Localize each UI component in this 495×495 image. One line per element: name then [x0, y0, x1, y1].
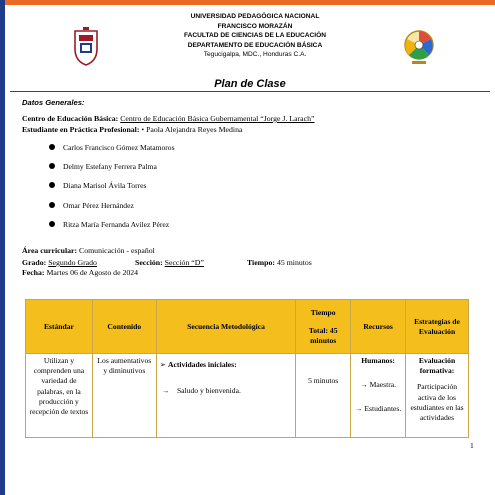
date-value: Martes 06 de Agosto de 2024 [46, 268, 139, 277]
header-recursos: Recursos [351, 300, 406, 354]
arrow-right-icon: → [360, 380, 368, 390]
student-value: • Paola Alejandra Reyes Medina [141, 125, 243, 134]
table-header-row [26, 300, 469, 354]
team-member: Ritza María Fernanda Avilez Pérez [49, 220, 169, 229]
date-line [22, 268, 138, 277]
header-contenido: Contenido [92, 300, 156, 354]
city-line: Tegucigalpa, MDC., Honduras C.A. [203, 51, 307, 59]
section-value: Sección “D” [164, 258, 204, 267]
faculty-name: FACULTAD DE CIENCIAS DE LA EDUCACIÓN [183, 32, 326, 40]
document-page [5, 5, 495, 495]
bullet-icon [49, 144, 55, 150]
school-value: Centro de Educación Básica Gubernamental “Jorge J. Larach” [120, 114, 315, 123]
resource-item: → Estudiantes. [354, 404, 402, 414]
time-field: Tiempo: 45 minutos [247, 258, 312, 267]
evaluacion-text: Participación activa de los estudiantes en las actividades [410, 382, 464, 423]
department-name: DEPARTAMENTO DE EDUCACIÓN BÁSICA [187, 41, 323, 49]
bullet-icon [49, 202, 55, 208]
date-label: Fecha: [22, 268, 45, 277]
resource-item: → Maestra. [360, 380, 397, 390]
student-label: Estudiante en Práctica Profesional: [22, 125, 140, 134]
page-number: 1 [470, 441, 474, 450]
university-logo [72, 25, 100, 69]
team-member: Delmy Estefany Ferrera Palma [49, 162, 157, 171]
sequence-heading: ➢ Actividades iniciales: [159, 360, 237, 369]
arrow-right-icon: → [354, 404, 363, 414]
arrow-bullet-icon: ➢ [159, 360, 167, 369]
header-secuencia: Secuencia Metodológica [156, 300, 295, 354]
area-label: Área curricular: [22, 246, 78, 255]
department-logo [403, 27, 435, 67]
cell-estandar: Utilizan y comprenden una variedad de palabras, en la producción y recepción de textos [26, 354, 93, 438]
section-heading: Datos Generales: [22, 98, 85, 107]
area-value: Comunicación - español [79, 246, 155, 255]
bullet-icon [49, 221, 55, 227]
section-field: Sección: Sección “D” [135, 258, 204, 267]
page-title: Plan de Clase [10, 78, 490, 92]
header-tiempo: Tiempo Total: 45 minutos [296, 300, 351, 354]
header-estrategias: Estrategias de Evaluación [406, 300, 469, 354]
team-member: Omar Pérez Hernández [49, 201, 134, 210]
cell-contenido: Los aumentativos y diminutivos [92, 354, 156, 438]
bullet-icon [49, 182, 55, 188]
school-label: Centro de Educación Básica: [22, 114, 119, 123]
header-estandar: Estándar [26, 300, 93, 354]
university-name-line2: FRANCISCO MORAZÁN [217, 22, 293, 30]
time-value: 45 minutos [276, 258, 312, 267]
cell-evaluacion [406, 354, 469, 438]
grade-value: Segundo Grado [48, 258, 97, 267]
student-line [22, 125, 242, 134]
cell-tiempo: 5 minutos [296, 354, 351, 438]
area-line [22, 246, 155, 255]
arrow-right-icon: → [161, 386, 170, 396]
grade-field: Grado: Segundo Grado [22, 258, 97, 267]
recursos-heading: Humanos: [361, 356, 395, 365]
cell-recursos [351, 354, 406, 438]
table-row [26, 354, 469, 438]
team-member: Diana Marisol Ávila Torres [49, 181, 146, 190]
school-line [22, 114, 314, 123]
university-name-line1: UNIVERSIDAD PEDAGÓGICA NACIONAL [190, 13, 320, 20]
institution-header [155, 12, 355, 60]
lesson-plan-table [25, 299, 469, 438]
team-member: Carlos Francisco Gómez Matamoros [49, 143, 175, 152]
sequence-item: → Saludo y bienvenida. [161, 386, 241, 396]
cell-secuencia [156, 354, 295, 438]
bullet-icon [49, 163, 55, 169]
evaluacion-heading: Evaluación formativa: [418, 356, 456, 376]
